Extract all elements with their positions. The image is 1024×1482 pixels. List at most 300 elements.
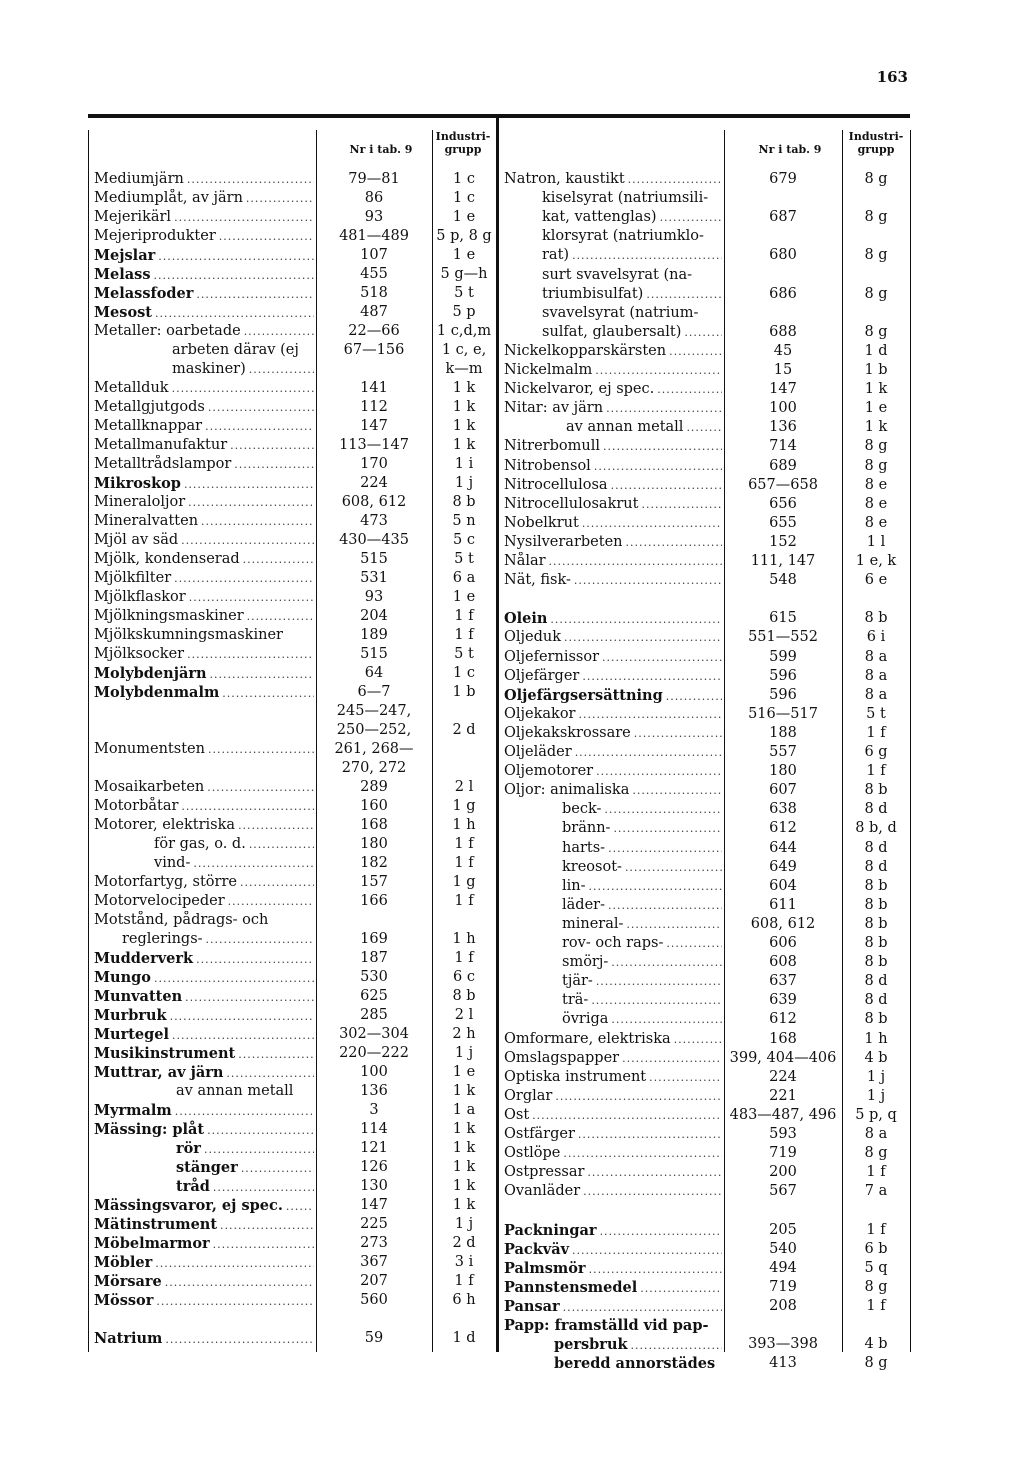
leader-dots [608,896,722,915]
index-term-label: Metallknappar [94,418,203,434]
index-row [90,759,496,778]
leader-dots [184,475,314,494]
table-number: 136 [769,419,797,435]
index-row [500,571,910,590]
index-term [504,1182,722,1201]
index-row [90,569,496,588]
industry-group: 2 l [454,779,474,795]
index-term [94,303,314,323]
index-term [504,1049,722,1068]
index-term-label: Mjölkningsmaskiner [94,608,244,624]
leader-dots [549,552,722,571]
index-row [90,360,496,379]
index-term-label: bränn- [562,820,611,836]
index-term [176,1158,314,1178]
industry-group: 8 g [864,171,888,187]
index-term [504,1030,722,1049]
index-row [90,1196,496,1215]
table-number: 399, 404—406 [729,1050,837,1066]
index-term-label: Mediumjärn [94,171,184,187]
industry-group: 8 d [864,992,888,1008]
index-term [504,457,722,476]
leader-dots [684,323,722,342]
index-row [500,323,910,342]
index-row [500,246,910,265]
table-number: 302—304 [339,1026,409,1042]
industry-group: 5 t [454,551,474,567]
table-number: 680 [769,247,797,263]
table-number: 540 [769,1241,797,1257]
index-term-label: beck- [562,801,602,817]
industry-group: 1 e [452,589,476,605]
index-row [90,892,496,911]
table-number: 367 [360,1254,388,1270]
left-header-grupp-line1: Industri- [435,130,491,143]
index-term-label: Mjölkfilter [94,570,172,586]
leader-dots [234,455,314,474]
leader-dots [550,610,722,629]
industry-group: 5 p, 8 g [436,228,492,244]
index-term-label: rat) [542,247,570,263]
index-term [94,436,314,455]
index-term [562,839,722,858]
index-term [504,705,722,724]
index-row [500,1049,910,1068]
index-row [90,322,496,341]
index-term [94,455,314,474]
index-term [504,399,722,418]
index-term [94,626,314,645]
index-row [500,648,910,667]
leader-dots [578,705,722,724]
table-number: 719 [769,1279,797,1295]
index-row [90,265,496,284]
industry-group: 1 f [454,627,474,643]
index-term-label: Mjölk, kondenserad [94,551,240,567]
table-number: 531 [360,570,388,586]
index-term-label: Mässing: plåt [94,1121,205,1138]
index-term-label: arbeten därav (ej [172,342,299,358]
index-row [90,417,496,436]
index-term [504,781,722,800]
table-number: 59 [364,1330,384,1346]
table-number: 719 [769,1145,797,1161]
index-term-label: Oljekakskrossare [504,725,631,741]
leader-dots [595,361,722,380]
industry-group: 6 b [864,1241,888,1257]
industry-group: 8 a [864,668,888,684]
index-row [90,721,496,740]
industry-group: 1 b [452,684,476,700]
index-term-label: Ost [504,1107,530,1123]
table-number: 166 [360,893,388,909]
index-term [176,1139,314,1159]
table-number: 225 [360,1216,388,1232]
leader-dots [201,512,314,531]
index-term [94,246,314,266]
industry-group: 1 a [452,1102,476,1118]
index-term-label: Pannstensmedel [504,1279,638,1296]
table-number: 608, 612 [750,916,816,932]
index-term-label: Omslagspapper [504,1050,620,1066]
leader-dots [626,915,722,934]
leader-dots [611,476,722,495]
table-number: 689 [769,458,797,474]
index-row [90,1006,496,1025]
industry-group: 8 b [864,610,888,626]
index-term [562,1010,722,1029]
table-number: 180 [360,836,388,852]
leader-dots [246,189,314,208]
industry-group: 1 f [866,1222,886,1238]
index-term [504,743,722,762]
index-term-label: beredd annorstädes [554,1355,716,1372]
industry-group: 1 k [452,1140,476,1156]
index-term [94,398,314,417]
industry-group: 1 f [866,763,886,779]
index-row [90,816,496,835]
index-term [94,417,314,436]
industry-group: 5 q [864,1260,888,1276]
index-row [90,1044,496,1063]
index-term [504,1240,722,1260]
index-term [504,495,722,514]
industry-group: 8 b [452,988,476,1004]
index-term [562,934,722,953]
table-number: 136 [360,1083,388,1099]
leader-dots [175,1102,314,1121]
index-row [500,1297,910,1316]
index-term-label: Oljemotorer [504,763,594,779]
index-term [504,514,722,533]
index-term-label: av annan metall [566,419,684,435]
index-term [504,571,722,590]
leader-dots [196,950,314,969]
table-number: 557 [769,744,797,760]
table-number: 170 [360,456,388,472]
leader-dots [660,208,722,227]
index-term [94,873,314,892]
index-row [500,953,910,972]
industry-group: 8 b [452,494,476,510]
index-row [90,227,496,246]
index-term [562,800,722,819]
index-row [500,1144,910,1163]
index-row [90,208,496,227]
index-term-label: Natrium [94,1330,163,1347]
index-term [562,953,722,972]
index-row [500,1259,910,1278]
table-number: 100 [769,400,797,416]
index-term [94,1234,314,1254]
index-term-label: harts- [562,840,606,856]
leader-dots [572,1241,722,1260]
leader-dots [189,588,314,607]
index-row [90,1025,496,1044]
index-term-label: sulfat, glaubersalt) [542,324,682,340]
table-number: 270, 272 [341,760,407,776]
index-term [562,972,722,991]
index-term-label: surt svavelsyrat (na- [542,267,693,283]
index-term [554,1335,722,1355]
index-row [500,399,910,418]
index-term-label: Nitrerbomull [504,438,600,454]
index-term [94,1120,314,1140]
index-row [90,379,496,398]
industry-group: 1 f [454,950,474,966]
industry-group: 1 f [866,725,886,741]
industry-group: 1 k [452,1159,476,1175]
leader-dots [238,816,314,835]
index-term [94,740,314,759]
leader-dots [582,514,722,533]
leader-dots [187,170,314,189]
index-term [94,1272,314,1292]
industry-group: 1 h [452,931,476,947]
index-row [90,1158,496,1177]
index-term [94,816,314,835]
industry-group: 1 j [866,1069,886,1085]
index-row [500,915,910,934]
table-number: 612 [769,1011,797,1027]
index-term-label: Nitrocellulosakrut [504,496,639,512]
leader-dots [165,1330,314,1349]
table-number: 393—398 [748,1336,818,1352]
industry-group: 1 f [454,855,474,871]
index-term [94,322,314,341]
leader-dots [188,493,314,512]
leader-dots [170,1007,314,1026]
index-row [90,474,496,493]
leader-dots [243,550,314,569]
index-term [504,1087,722,1106]
index-row [90,189,496,208]
leader-dots [563,1144,722,1163]
table-number: 45 [773,343,793,359]
leader-dots [686,418,722,437]
table-number: 107 [360,247,388,263]
industry-group: 8 b [864,1011,888,1027]
index-term [504,1259,722,1279]
leader-dots [625,858,722,877]
index-term [94,588,314,607]
industry-group: 1 e [452,209,476,225]
table-number: 188 [769,725,797,741]
industry-group: 1 f [454,893,474,909]
index-term-label: Ovanläder [504,1183,581,1199]
table-number: 207 [360,1273,388,1289]
index-term-label: Murtegel [94,1026,170,1043]
leader-dots [172,1026,314,1045]
index-term-label: Ostpressar [504,1164,585,1180]
index-term-label: Metallmanufaktur [94,437,228,453]
industry-group: 1 i [454,456,474,472]
index-row [500,724,910,743]
industry-group: 3 i [454,1254,474,1270]
leader-dots [666,687,722,706]
index-row [90,1177,496,1196]
index-term [504,170,722,189]
industry-group: 8 g [864,1355,888,1371]
index-term-label: Nät, fisk- [504,572,571,588]
index-term-label: rov- och raps- [562,935,664,951]
index-term [542,323,722,342]
index-term [94,189,314,208]
index-term [504,648,722,667]
index-row [500,839,910,858]
index-row [500,743,910,762]
industry-group: 8 d [864,801,888,817]
index-row [500,208,910,227]
leader-dots [589,1260,722,1279]
index-term-label: kat, vattenglas) [542,209,657,225]
index-row [90,835,496,854]
index-term [566,418,722,437]
table-number: 204 [360,608,388,624]
index-term [94,664,314,684]
index-term-label: Nobelkrut [504,515,579,531]
index-term-label: rör [176,1140,201,1157]
table-number: 67—156 [343,342,405,358]
index-term [504,724,722,743]
leader-dots [669,342,722,361]
table-number: 182 [360,855,388,871]
table-number: 483—487, 496 [729,1107,837,1123]
index-row [500,285,910,304]
table-number: 494 [769,1260,797,1276]
index-row [90,873,496,892]
table-number: 100 [360,1064,388,1080]
industry-group: 5 t [866,706,886,722]
industry-group: 8 e [864,496,888,512]
index-term [94,968,314,988]
leader-dots [210,665,314,684]
index-term-label: Mjölkflaskor [94,589,186,605]
index-row [90,1215,496,1234]
index-term-label: mineral- [562,916,624,932]
index-term-label: Mikroskop [94,475,181,492]
index-term-label: Ostlöpe [504,1145,561,1161]
index-term-label: maskiner) [172,361,246,377]
index-term-label: Packningar [504,1222,597,1239]
industry-group: 1 j [454,475,474,491]
table-number: 687 [769,209,797,225]
index-row [500,762,910,781]
index-term [94,170,314,189]
index-term [542,266,722,285]
leader-dots [219,227,314,246]
index-term-label: Nysilverarbeten [504,534,623,550]
index-term-label: Mediumplåt, av järn [94,190,243,206]
table-number: 596 [769,668,797,684]
leader-dots [230,436,314,455]
table-number: 285 [360,1007,388,1023]
industry-group: 1 c,d,m [436,323,492,339]
index-term-label: Pansar [504,1298,560,1315]
index-row [500,457,910,476]
industry-group: 1 k [452,1121,476,1137]
index-term-label: Mjölkskumningsmaskiner [94,627,283,643]
index-term [542,208,722,227]
table-number: 205 [769,1222,797,1238]
leader-dots [666,934,722,953]
leader-dots [632,781,722,800]
table-number: 289 [360,779,388,795]
index-term-label: Mejslar [94,247,156,264]
leader-dots [208,740,314,759]
index-term [504,1068,722,1087]
index-row [500,1201,910,1220]
leader-dots [155,304,314,323]
table-number: 473 [360,513,388,529]
industry-group: 5 p, q [855,1107,897,1123]
index-row [90,626,496,645]
industry-group: 8 b [864,897,888,913]
index-term-label: vind- [154,855,191,871]
index-row [500,380,910,399]
index-row [500,1106,910,1125]
table-number: 147 [769,381,797,397]
index-term-label: kiselsyrat (natriumsili- [542,190,709,206]
index-row [500,667,910,686]
leader-dots [602,648,722,667]
leader-dots [606,399,722,418]
industry-group: 6 h [452,1292,476,1308]
index-term [94,645,314,664]
table-number: 481—489 [339,228,409,244]
index-row [90,949,496,968]
industry-group: 1 f [454,608,474,624]
table-number: 560 [360,1292,388,1308]
table-number: 147 [360,1197,388,1213]
index-term [562,877,722,896]
industry-group: 5 p [452,304,476,320]
leader-dots [240,873,314,892]
leader-dots [154,969,314,988]
industry-group: 5 n [452,513,476,529]
index-term [172,360,314,379]
industry-group: 6 e [864,572,888,588]
index-term-label: Murbruk [94,1007,167,1024]
index-term [504,1163,722,1182]
index-row [90,854,496,873]
industry-group: 8 a [864,1126,888,1142]
table-number: 126 [360,1159,388,1175]
table-number: 679 [769,171,797,187]
table-number: 22—66 [348,323,400,339]
index-term-label: Mätinstrument [94,1216,218,1233]
index-row [90,1139,496,1158]
industry-group: 1 f [866,1298,886,1314]
industry-group: 1 k [452,380,476,396]
leader-dots [600,1222,722,1241]
index-row [90,303,496,322]
index-term-label: tråd [176,1178,210,1195]
index-term-label: Natron, kaustikt [504,171,625,187]
index-term [542,189,722,208]
index-row [90,1329,496,1348]
table-number: 273 [360,1235,388,1251]
column-rule-right-edge [910,130,911,1352]
index-term-label: Mjöl av säd [94,532,179,548]
index-row [90,1234,496,1253]
left-header-nr: Nr i tab. 9 [349,143,413,156]
index-row [500,1278,910,1297]
leader-dots [207,1121,314,1140]
table-number: 612 [769,820,797,836]
index-term [94,911,314,930]
index-term [504,628,722,647]
